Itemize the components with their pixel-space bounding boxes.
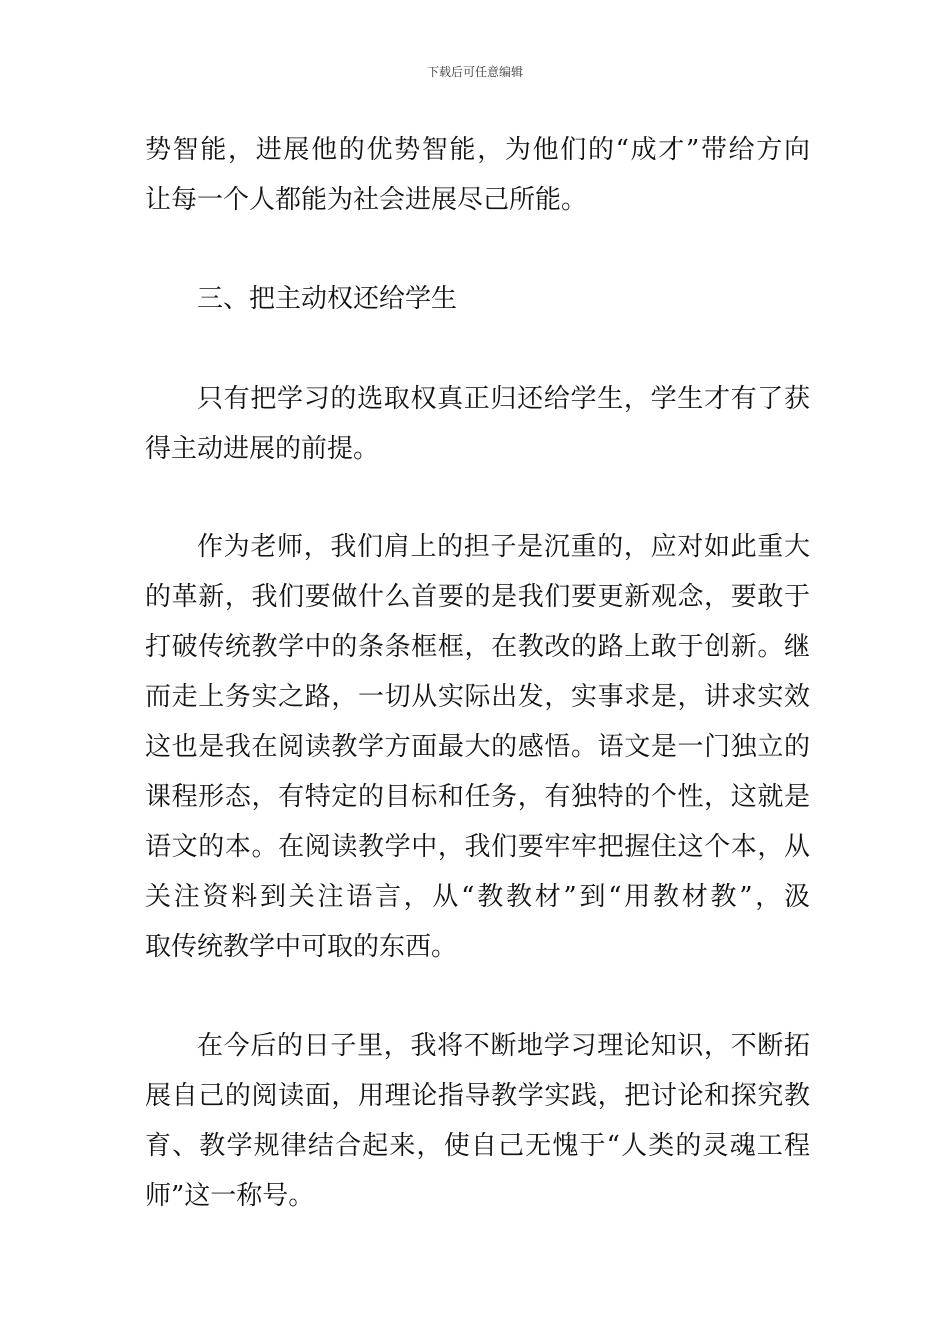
text-line: 展自己的阅读面，用理论指导教学实践，把讨论和探究教 — [145, 1081, 810, 1111]
text-line: 的革新，我们要做什么首要的是我们要更新观念，要敢于 — [145, 582, 810, 612]
text-line: 让每一个人都能为社会进展尽己所能。 — [145, 185, 588, 215]
paragraph-teacher — [145, 522, 810, 972]
paragraph-future — [145, 1021, 810, 1221]
text-line: 作为老师，我们肩上的担子是沉重的，应对如此重大 — [197, 532, 810, 562]
text-line: 育、教学规律结合起来，使自己无愧于“人类的灵魂工程 — [145, 1131, 810, 1161]
text-line: 语文的本。在阅读教学中，我们要牢牢把握住这个本，从 — [145, 832, 810, 862]
text-line: 关注资料到关注语言，从“教教材”到“用教材教”，汲 — [145, 882, 810, 912]
text-line: 势智能，进展他的优势智能，为他们的“成才”带给方向 — [145, 135, 810, 165]
heading-text: 三、把主动权还给学生 — [197, 284, 458, 314]
text-line: 取传统教学中可取的东西。 — [145, 932, 458, 962]
text-line: 这也是我在阅读教学方面最大的感悟。语文是一门独立的 — [145, 732, 810, 762]
text-line: 打破传统教学中的条条框框，在教改的路上敢于创新。继 — [145, 632, 810, 662]
text-line: 课程形态，有特定的目标和任务，有独特的个性，这就是 — [145, 782, 810, 812]
paragraph-initiative — [145, 374, 810, 474]
text-line: 而走上务实之路，一切从实际出发，实事求是，讲求实效 — [145, 682, 810, 712]
text-line: 得主动进展的前提。 — [145, 434, 380, 464]
text-line: 在今后的日子里，我将不断地学习理论知识，不断拓 — [197, 1031, 810, 1061]
paragraph-continuation — [145, 125, 810, 225]
page-header: 下载后可任意编辑 — [426, 65, 523, 79]
text-line: 只有把学习的选取权真正归还给学生，学生才有了获 — [197, 384, 810, 414]
section-heading — [145, 274, 810, 324]
text-line: 师”这一称号。 — [145, 1181, 315, 1211]
